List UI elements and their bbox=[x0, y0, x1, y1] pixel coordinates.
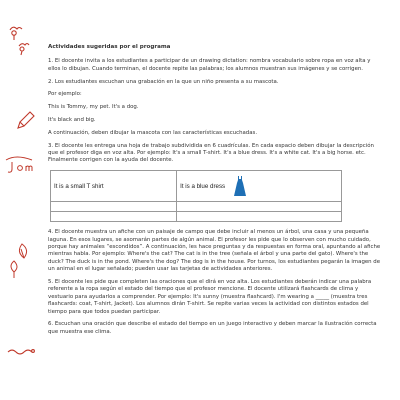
table-cell bbox=[51, 171, 177, 202]
document-body bbox=[48, 44, 382, 342]
table-cell bbox=[177, 202, 342, 212]
cell-text: It is a blue dress bbox=[180, 182, 226, 190]
table-cell bbox=[177, 171, 342, 202]
table-row bbox=[51, 171, 342, 202]
cell-content bbox=[180, 175, 338, 197]
example-label: Por ejemplo: bbox=[48, 91, 82, 98]
example-line-1: This is Tommy, my pet. It's a dog. bbox=[48, 104, 139, 111]
activity-5: 5. El docente les pide que completen las oraciones que el dirá en voz alta. Los estudiantes deberán indicar una palabra referente a la ropa según el estado del tiempo que el profesor mencione. El docente utilizará flashcards de clima y vestuario para ayudarlos a comprender. Por ejemplo: It's sunny (muestra flashcard). I'm wearing a _____ (muestra tres flashcards: coat, T-shirt, Jacket). Los alumnos dirán T-shirt. Se repite varias veces la actividad con distintos estados del tiempo para que todos puedan participar. bbox=[48, 279, 372, 315]
activity-2-followup: A continuación, deben dibujar la mascota con las características escuchadas. bbox=[48, 129, 258, 136]
worm-icon bbox=[8, 350, 34, 354]
table-cell bbox=[51, 202, 177, 212]
activity-2: 2. Los estudiantes escuchan una grabación en la que un niño presenta a su mascota. bbox=[48, 78, 279, 85]
leaf-icon bbox=[11, 261, 17, 278]
bird-icon bbox=[10, 27, 22, 40]
bird-icon bbox=[19, 44, 29, 56]
activity-6: 6. Escuchan una oración que describe el estado del tiempo en un juego interactivo y deben marcar la ilustración correcta que muestra ese clima. bbox=[48, 321, 377, 335]
pencil-icon bbox=[18, 112, 34, 128]
hanging-letters-icon bbox=[6, 157, 32, 172]
leaf-icon bbox=[19, 244, 26, 258]
page-title: Actividades sugeridas por el programa bbox=[48, 44, 171, 50]
activity-1: 1. El docente invita a los estudiantes a participar de un drawing dictation: nombra vocabulario sobre ropa en voz alta y ellos lo dibujan. Cuando terminan, el docente repite las palabras; los alumnos muestran sus imágenes y se corrigen. bbox=[48, 58, 371, 72]
table-cell bbox=[177, 212, 342, 222]
table-row bbox=[51, 212, 342, 222]
doodles-svg bbox=[0, 0, 42, 400]
margin-doodles bbox=[0, 0, 42, 400]
cell-text: It is a small T shirt bbox=[54, 182, 104, 190]
activity-4: 4. El docente muestra un afiche con un paisaje de campo que debe incluir al menos un árbol, una casa y una pequeña laguna. En esos lugares, se asomarán partes de algún animal. El profesor les pide que lo observen con mucho cuidado, porque hay animales “escondidos”. A continuación, les hace preguntas y da respuestas en forma oral, apuntando al afiche mientras habla. Por ejemplo: Where's the cat? The cat is in the tree (señala el árbol y una parte del gato). Where's the duck? The duck is in the pond. Where's the dog? The dog is in the house. Por turnos, los estudiantes pegarán la imagen de un animal en el lugar señalado; pueden usar las tarjetas de actividades anteriores. bbox=[48, 229, 381, 273]
drawing-grid bbox=[48, 170, 382, 222]
table-row bbox=[51, 202, 342, 212]
table-cell bbox=[51, 212, 177, 222]
activity-3: 3. El docente les entrega una hoja de trabajo subdividida en 6 cuadrículas. En cada espacio deben dibujar la descripción que el profesor diga en voz alta. Por ejemplo: It's a small T-shirt. It's a blue dress. It's a white cat. It's a big horse. etc. Finalmente corrigen con la ayuda del docente. bbox=[48, 142, 374, 164]
dress-icon bbox=[233, 175, 247, 197]
example-line-2: It's black and big. bbox=[48, 117, 96, 123]
drawing-table bbox=[50, 170, 342, 222]
